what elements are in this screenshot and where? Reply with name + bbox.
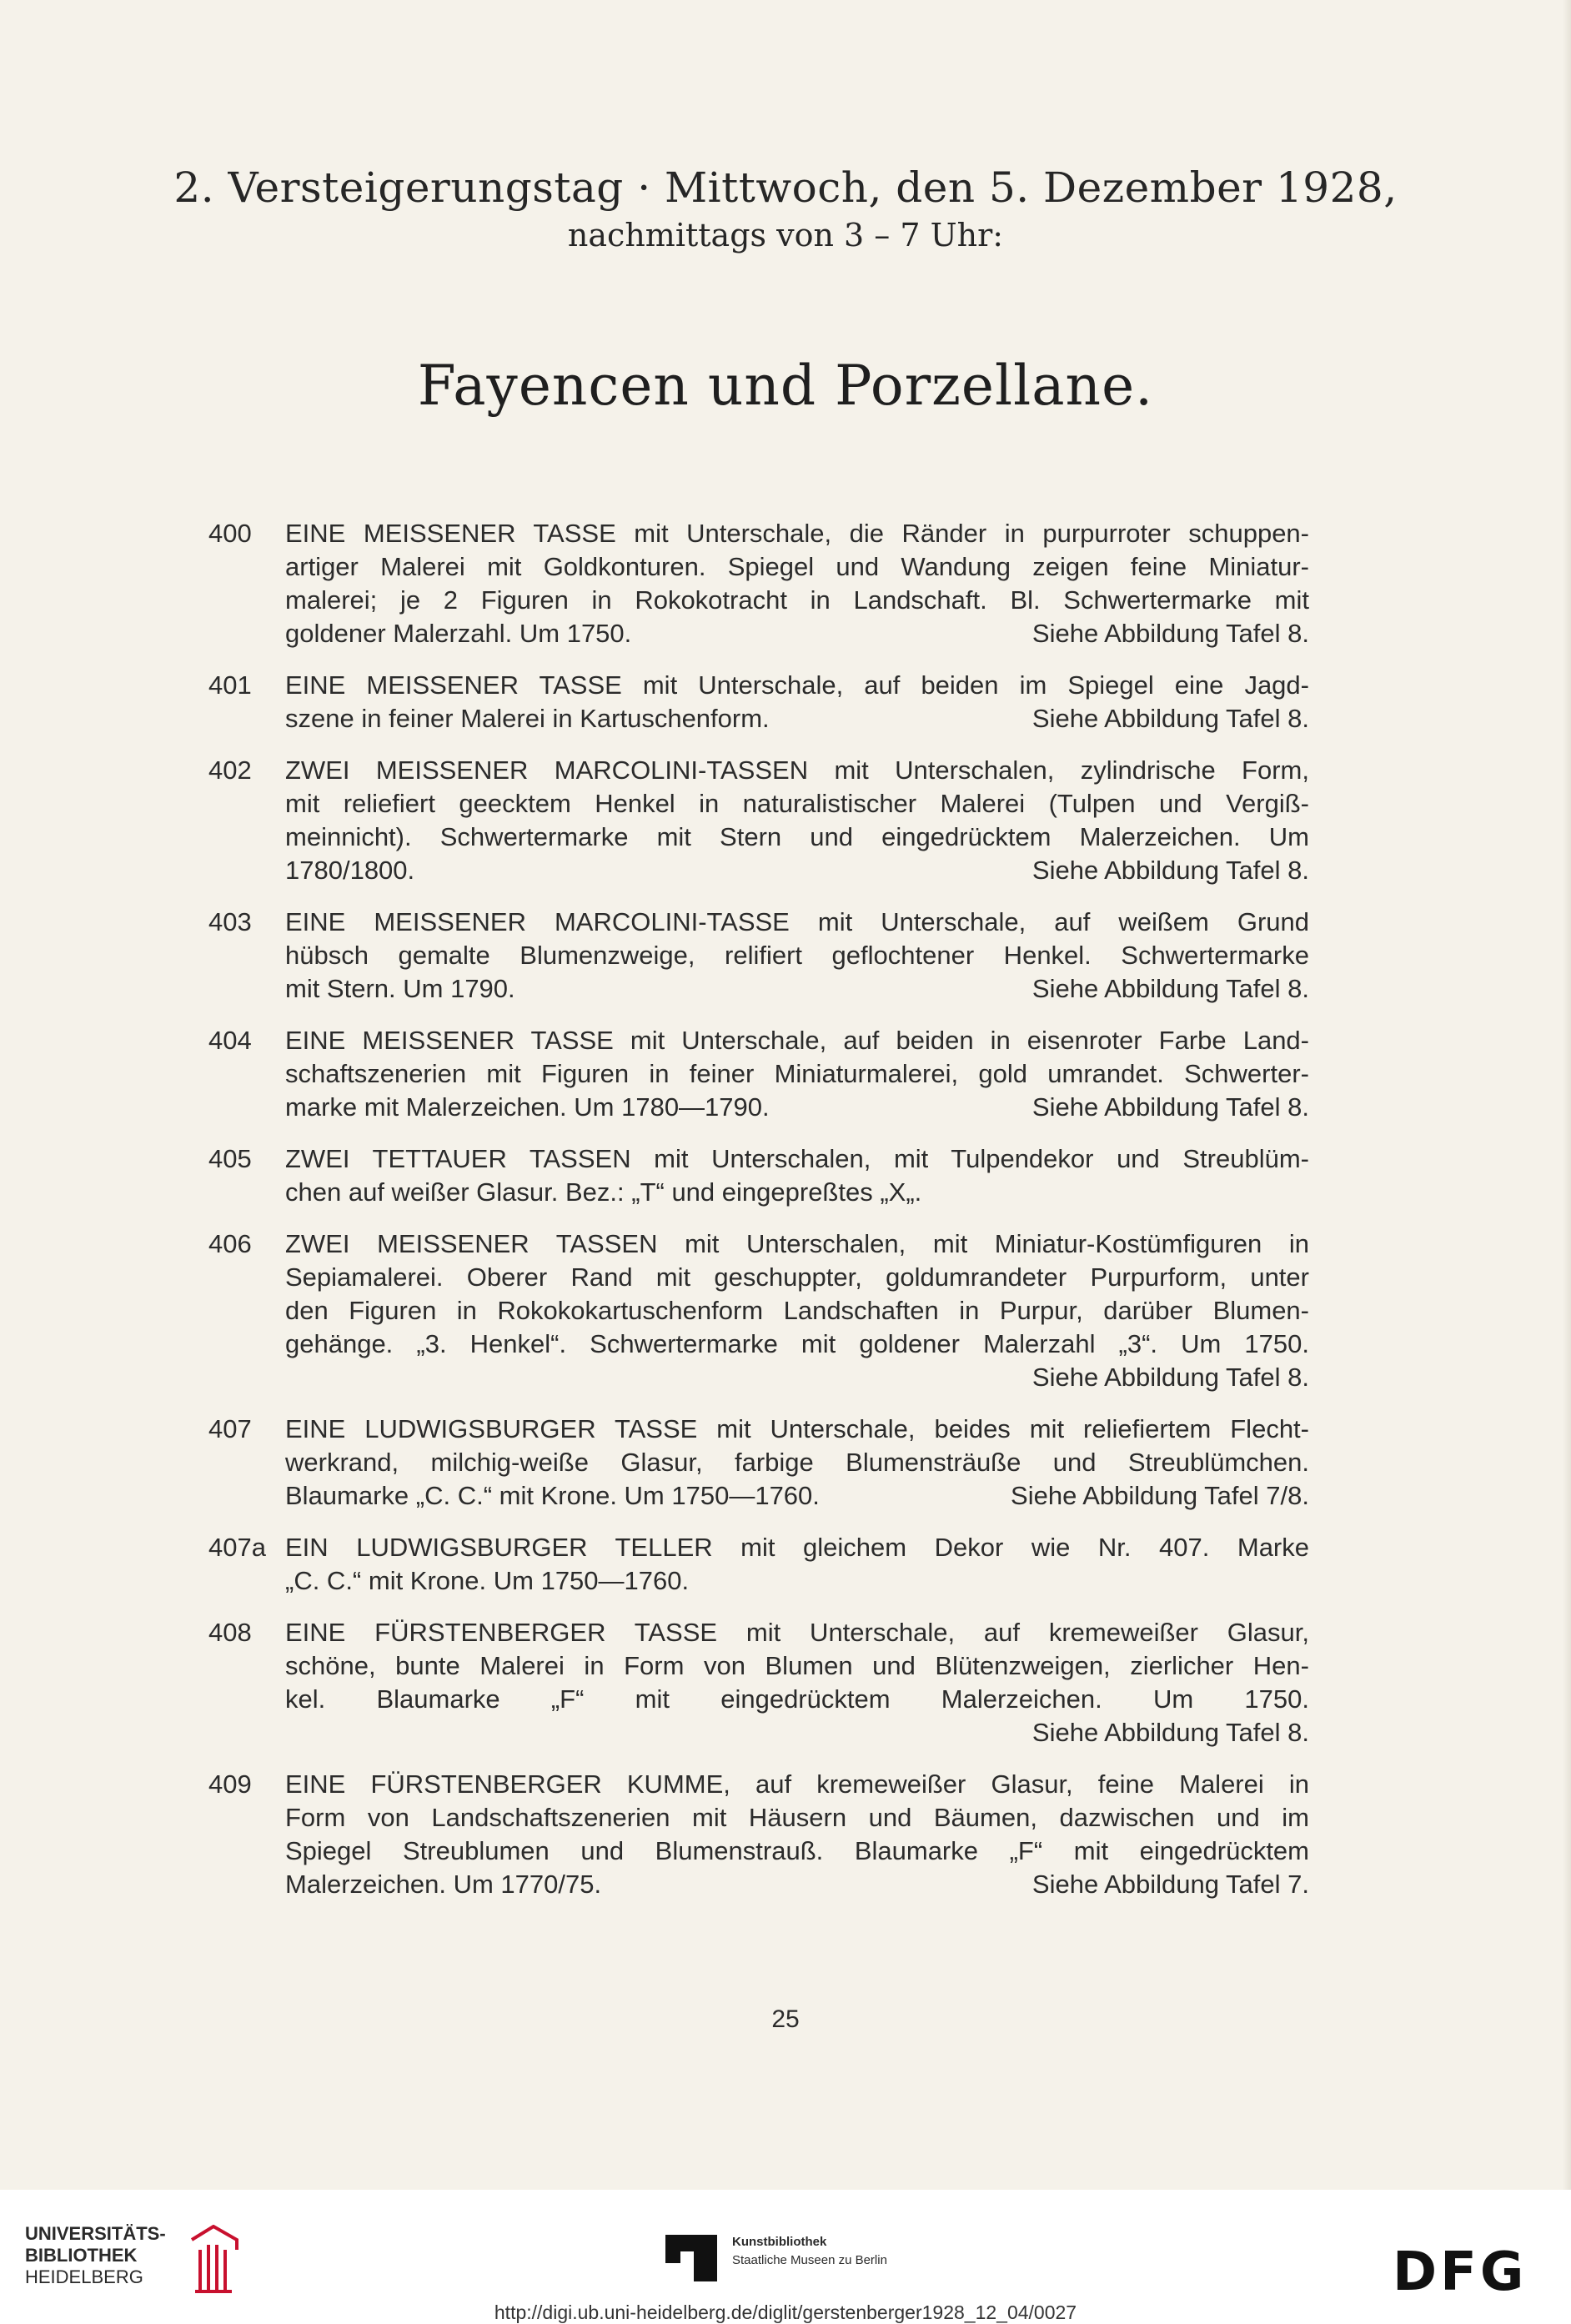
figure-reference: Siehe Abbildung Tafel 8. xyxy=(1031,1363,1309,1392)
lot-number: 405 xyxy=(208,1144,252,1173)
description-line: Form von Landschaftszenerien mit Häusern und Bäumen, dazwischen und im xyxy=(285,1803,1309,1832)
figure-reference: Siehe Abbildung Tafel 7/8. xyxy=(1011,1481,1309,1510)
lot-number: 401 xyxy=(208,670,252,700)
description-text: Malerzeichen. Um 1770/75. xyxy=(285,1870,602,1899)
dfg-logo[interactable]: DFG xyxy=(1393,2241,1528,2303)
figure-reference: Siehe Abbildung Tafel 8. xyxy=(1031,974,1309,1003)
description-last-line xyxy=(285,1176,1309,1209)
university-library-text xyxy=(25,2223,166,2288)
description-last-line xyxy=(285,702,1309,735)
lot-number: 408 xyxy=(208,1618,252,1647)
description-line: kel. Blaumarke „F“ mit eingedrücktem Malerzeichen. Um 1750. xyxy=(285,1684,1309,1714)
description-line: schöne, bunte Malerei in Form von Blumen und Blütenzweigen, zierlicher Hen- xyxy=(285,1651,1309,1680)
description-line: EINE FÜRSTENBERGER TASSE mit Unterschale, auf kremeweißer Glasur, xyxy=(285,1618,1309,1647)
page-number: 25 xyxy=(771,2005,800,2033)
description-line: schaftszenerien mit Figuren in feiner Miniaturmalerei, gold umrandet. Schwerter- xyxy=(285,1059,1309,1088)
catalog-entry xyxy=(208,754,1309,887)
description-line: EINE MEISSENER MARCOLINI-TASSE mit Unterschale, auf weißem Grund xyxy=(285,907,1309,936)
catalog-entries xyxy=(208,517,1309,1920)
auction-day-heading: 2. Versteigerungstag · Mittwoch, den 5. Dezember 1928, xyxy=(173,163,1398,212)
catalog-entry xyxy=(208,1616,1309,1749)
permalink-url[interactable]: http://digi.ub.uni-heidelberg.de/diglit/gerstenberger1928_12_04/0027 xyxy=(494,2301,1077,2323)
description-line: ZWEI MEISSENER TASSEN mit Unterschalen, mit Miniatur-Kostümfiguren in xyxy=(285,1229,1309,1258)
description-last-line xyxy=(285,1564,1309,1598)
lot-number: 400 xyxy=(208,519,252,548)
description-text: Blaumarke „C. C.“ mit Krone. Um 1750—1760. xyxy=(285,1481,820,1510)
entry-description xyxy=(285,517,1309,650)
lot-number: 407 xyxy=(208,1414,252,1443)
kb-line-1: Kunstbibliothek xyxy=(732,2235,827,2249)
lot-number: 404 xyxy=(208,1026,252,1055)
figure-reference: Siehe Abbildung Tafel 8. xyxy=(1031,704,1309,733)
description-line: ZWEI MEISSENER MARCOLINI-TASSEN mit Unterschalen, zylindrische Form, xyxy=(285,755,1309,785)
lot-number: 402 xyxy=(208,755,252,785)
description-text: mit Stern. Um 1790. xyxy=(285,974,515,1003)
description-line: werkrand, milchig-weiße Glasur, farbige Blumensträuße und Streublümchen. xyxy=(285,1448,1309,1477)
description-last-line xyxy=(285,617,1309,650)
description-line: den Figuren in Rokokokartuschenform Landschaften in Purpur, darüber Blumen- xyxy=(285,1296,1309,1325)
description-line: EINE MEISSENER TASSE mit Unterschale, auf beiden in eisenroter Farbe Land- xyxy=(285,1026,1309,1055)
ub-emblem-icon xyxy=(188,2225,240,2295)
description-line: hübsch gemalte Blumenzweige, relifiert geflochtener Henkel. Schwertermarke xyxy=(285,941,1309,970)
section-title: Fayencen und Porzellane. xyxy=(417,354,1154,418)
catalog-entry xyxy=(208,1142,1309,1209)
lot-number: 409 xyxy=(208,1769,252,1799)
description-text: marke mit Malerzeichen. Um 1780—1790. xyxy=(285,1092,770,1122)
kb-line-2: Staatliche Museen zu Berlin xyxy=(732,2253,887,2267)
ub-line-1: UNIVERSITÄTS- xyxy=(25,2223,166,2244)
catalog-entry xyxy=(208,1024,1309,1124)
description-line: Sepiamalerei. Oberer Rand mit geschuppter, goldumrandeter Purpurform, unter xyxy=(285,1262,1309,1292)
description-last-line xyxy=(285,1868,1309,1901)
entry-description xyxy=(285,1413,1309,1513)
description-line: meinnicht). Schwertermarke mit Stern und eingedrücktem Malerzeichen. Um xyxy=(285,822,1309,851)
description-line: mit reliefiert geecktem Henkel in naturalistischer Malerei (Tulpen und Vergiß- xyxy=(285,789,1309,818)
description-line: malerei; je 2 Figuren in Rokokotracht in Landschaft. Bl. Schwertermarke mit xyxy=(285,585,1309,615)
description-line: EINE FÜRSTENBERGER KUMME, auf kremeweißer Glasur, feine Malerei in xyxy=(285,1769,1309,1799)
figure-reference: Siehe Abbildung Tafel 8. xyxy=(1031,856,1309,885)
description-text: 1780/1800. xyxy=(285,856,415,885)
entry-description xyxy=(285,669,1309,735)
description-text: goldener Malerzahl. Um 1750. xyxy=(285,619,632,648)
description-text: „C. C.“ mit Krone. Um 1750—1760. xyxy=(285,1566,690,1595)
description-last-line xyxy=(285,972,1309,1006)
catalog-entry xyxy=(208,1768,1309,1901)
catalog-entry xyxy=(208,669,1309,735)
description-last-line xyxy=(285,1479,1309,1513)
ub-line-2: BIBLIOTHEK xyxy=(25,2245,138,2266)
figure-reference: Siehe Abbildung Tafel 8. xyxy=(1031,619,1309,648)
catalog-entry xyxy=(208,1227,1309,1394)
description-line: EIN LUDWIGSBURGER TELLER mit gleichem Dekor wie Nr. 407. Marke xyxy=(285,1533,1309,1562)
entry-description xyxy=(285,1227,1309,1394)
auction-time-heading: nachmittags von 3 – 7 Uhr: xyxy=(567,217,1004,253)
description-last-line xyxy=(285,1716,1309,1749)
entry-description xyxy=(285,1768,1309,1901)
description-last-line xyxy=(285,1091,1309,1124)
entry-description xyxy=(285,1024,1309,1124)
lot-number: 406 xyxy=(208,1229,252,1258)
description-line: gehänge. „3. Henkel“. Schwertermarke mit goldener Malerzahl „3“. Um 1750. xyxy=(285,1329,1309,1358)
description-line: artiger Malerei mit Goldkonturen. Spiegel und Wandung zeigen feine Miniatur- xyxy=(285,552,1309,581)
catalog-entry xyxy=(208,906,1309,1006)
description-line: EINE LUDWIGSBURGER TASSE mit Unterschale, beides mit reliefiertem Flecht- xyxy=(285,1414,1309,1443)
figure-reference: Siehe Abbildung Tafel 8. xyxy=(1031,1718,1309,1747)
catalog-entry xyxy=(208,517,1309,650)
description-text: chen auf weißer Glasur. Bez.: „T“ und eingepreßtes „X„. xyxy=(285,1177,922,1207)
ub-line-3: HEIDELBERG xyxy=(25,2266,143,2287)
description-text: szene in feiner Malerei in Kartuschenform. xyxy=(285,704,770,733)
lot-number: 403 xyxy=(208,907,252,936)
figure-reference: Siehe Abbildung Tafel 7. xyxy=(1031,1870,1309,1899)
figure-reference: Siehe Abbildung Tafel 8. xyxy=(1031,1092,1309,1122)
footer xyxy=(0,2190,1571,2323)
description-last-line xyxy=(285,854,1309,887)
kunstbibliothek-text xyxy=(732,2233,887,2270)
entry-description xyxy=(285,754,1309,887)
entry-description xyxy=(285,1531,1309,1598)
description-last-line xyxy=(285,1361,1309,1394)
kunstbibliothek-icon xyxy=(665,2235,717,2281)
catalog-entry xyxy=(208,1531,1309,1598)
page-edge xyxy=(1563,0,1571,2190)
entry-description xyxy=(285,1142,1309,1209)
description-line: ZWEI TETTAUER TASSEN mit Unterschalen, mit Tulpendekor und Streublüm- xyxy=(285,1144,1309,1173)
kunstbibliothek-logo[interactable] xyxy=(665,2226,932,2285)
description-line: EINE MEISSENER TASSE mit Unterschale, die Ränder in purpurroter schuppen- xyxy=(285,519,1309,548)
lot-number: 407a xyxy=(208,1533,266,1562)
description-line: EINE MEISSENER TASSE mit Unterschale, auf beiden im Spiegel eine Jagd- xyxy=(285,670,1309,700)
entry-description xyxy=(285,906,1309,1006)
catalog-entry xyxy=(208,1413,1309,1513)
description-line: Spiegel Streublumen und Blumenstrauß. Blaumarke „F“ mit eingedrücktem xyxy=(285,1836,1309,1865)
entry-description xyxy=(285,1616,1309,1749)
university-library-logo[interactable] xyxy=(25,2223,242,2306)
